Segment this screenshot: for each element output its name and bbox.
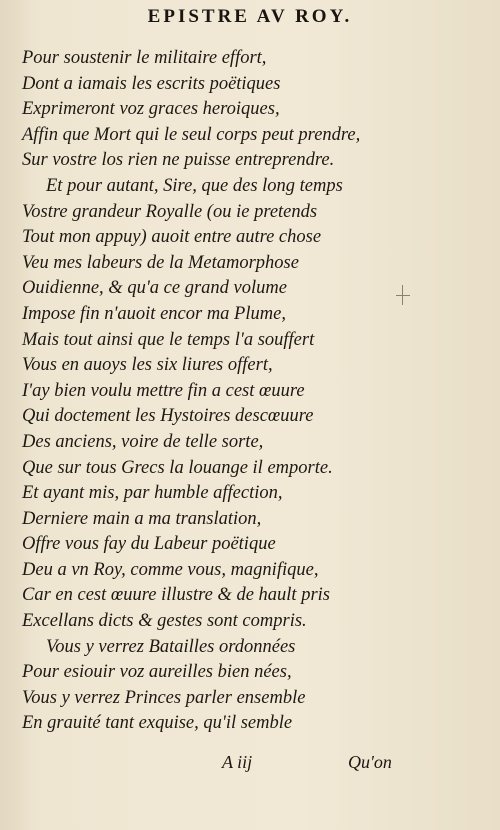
page-footer: [0, 752, 500, 782]
catchword: Qu'on: [348, 752, 392, 772]
verse-line: Vous y verrez Batailles ordonnées: [46, 636, 296, 657]
verse-line: Excellans dicts & gestes sont compris.: [22, 611, 307, 632]
verse-line: Pour soustenir le militaire effort,: [22, 48, 267, 68]
verse-line: Deu a vn Roy, comme vous, magnifique,: [22, 559, 319, 580]
verse-line: Et pour autant, Sire, que des long temps: [46, 175, 343, 196]
verse-line: Mais tout ainsi que le temps l'a souffert: [22, 329, 315, 350]
verse-line: En grauité tant exquise, qu'il semble: [22, 713, 293, 734]
verse-line: Dont a iamais les escrits poëtiques: [22, 73, 281, 94]
verse-line: Sur vostre los rien ne puisse entreprendre.: [22, 150, 335, 171]
verse-line: Tout mon appuy) auoit entre autre chose: [22, 227, 322, 248]
verse-line: Vostre grandeur Royalle (ou ie pretends: [22, 201, 318, 222]
verse-list: [22, 46, 492, 737]
verse-line: Offre vous fay du Labeur poëtique: [22, 534, 276, 555]
verse-line: Des anciens, voire de telle sorte,: [22, 431, 264, 452]
verse-line: Pour esiouir voz aureilles bien nées,: [22, 662, 292, 683]
verse-line: Ouidienne, & qu'a ce grand volume: [22, 278, 287, 299]
verse-line: Vous y verrez Princes parler ensemble: [22, 687, 306, 708]
verse-line: Impose fin n'auoit encor ma Plume,: [22, 303, 286, 324]
verse-line: Vous en auoys les six liures offert,: [22, 355, 273, 376]
verse-line: Exprimeront voz graces heroiques,: [22, 99, 280, 120]
registration-mark: [396, 285, 410, 305]
verse-line: I'ay bien voulu mettre fin a cest œuure: [22, 380, 305, 401]
verse-line: Qui doctement les Hystoires descœuure: [22, 406, 314, 427]
verse-line: Affin que Mort qui le seul corps peut prendre,: [22, 124, 361, 145]
verse-line: Car en cest œuure illustre & de hault pris: [22, 585, 330, 606]
verse-line: Que sur tous Grecs la louange il emporte.: [22, 457, 333, 478]
verse-line: Derniere main a ma translation,: [22, 508, 262, 529]
verse-line: Et ayant mis, par humble affection,: [22, 483, 283, 504]
verse-line: Veu mes labeurs de la Metamorphose: [22, 252, 299, 273]
signature-mark: A iij: [222, 752, 253, 772]
running-title: EPISTRE AV ROY.: [147, 6, 353, 27]
